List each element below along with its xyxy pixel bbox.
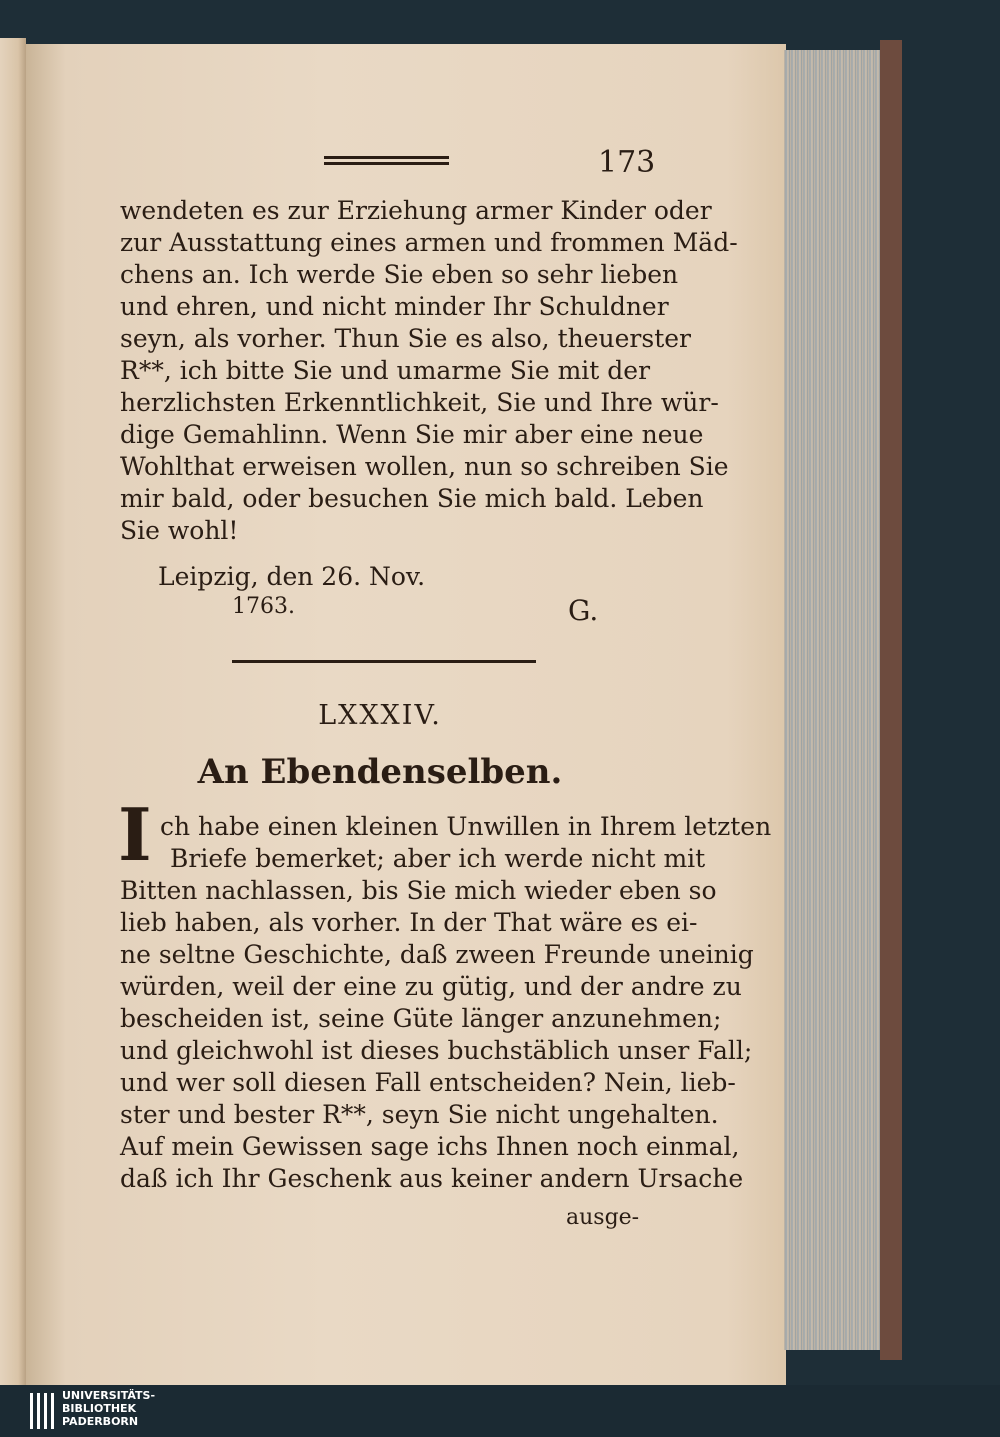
text-line: seyn, als vorher. Thun Sie es also, theuerster [120,324,691,353]
letter-number: LXXXIV. [318,700,442,731]
text-line: daß ich Ihr Geschenk aus keiner andern Ursache [120,1164,744,1193]
drop-cap: I [118,792,152,877]
place-date: Leipzig, den 26. Nov. [158,562,426,591]
text-line: Briefe bemerket; aber ich werde nicht mit [170,844,706,873]
letter-title: An Ebendenselben. [197,752,563,792]
text-line: ch habe einen kleinen Unwillen in Ihrem letzten [160,812,772,841]
logo-line: UNIVERSITÄTS- [62,1389,156,1402]
text-line: lieb haben, als vorher. In der That wäre es ei- [120,908,698,937]
text-line: R**, ich bitte Sie und umarme Sie mit der [120,356,651,385]
page-edges [784,50,890,1350]
page-number: 173 [598,145,656,180]
text-line: wendeten es zur Erziehung armer Kinder oder [120,196,712,225]
text-line: ster und bester R**, seyn Sie nicht ungehalten. [120,1100,719,1129]
text-line: und ehren, und nicht minder Ihr Schuldner [120,292,669,321]
book-cover-edge [880,40,902,1360]
text-line: herzlichsten Erkenntlichkeit, Sie und Ihre wür- [120,388,719,417]
logo-line: PADERBORN [62,1415,139,1428]
text-line: ne seltne Geschichte, daß zween Freunde uneinig [120,940,754,969]
header-rule [324,156,449,168]
catchword: ausge- [566,1205,640,1230]
text-line: Wohlthat erweisen wollen, nun so schreiben Sie [120,452,729,481]
section-separator [232,660,536,663]
text-line: mir bald, oder besuchen Sie mich bald. Leben [120,484,704,513]
text-line: bescheiden ist, seine Güte länger anzunehmen; [120,1004,722,1033]
text-line: würden, weil der eine zu gütig, und der andre zu [120,972,742,1001]
library-logo-icon [30,1393,54,1429]
year: 1763. [232,594,295,619]
text-line: Sie wohl! [120,516,239,545]
text-line: und gleichwohl ist dieses buchstäblich unser Fall; [120,1036,753,1065]
text-line: chens an. Ich werde Sie eben so sehr lieben [120,260,679,289]
footer-bar [0,1385,1000,1437]
signature: G. [568,594,599,627]
library-logo-text [62,1389,155,1428]
logo-line: BIBLIOTHEK [62,1402,137,1415]
text-line: Bitten nachlassen, bis Sie mich wieder eben so [120,876,717,905]
text-line: dige Gemahlinn. Wenn Sie mir aber eine neue [120,420,704,449]
text-line: zur Ausstattung eines armen und frommen Mäd- [120,228,738,257]
text-line: Auf mein Gewissen sage ichs Ihnen noch einmal, [120,1132,740,1161]
text-line: und wer soll diesen Fall entscheiden? Nein, lieb- [120,1068,736,1097]
